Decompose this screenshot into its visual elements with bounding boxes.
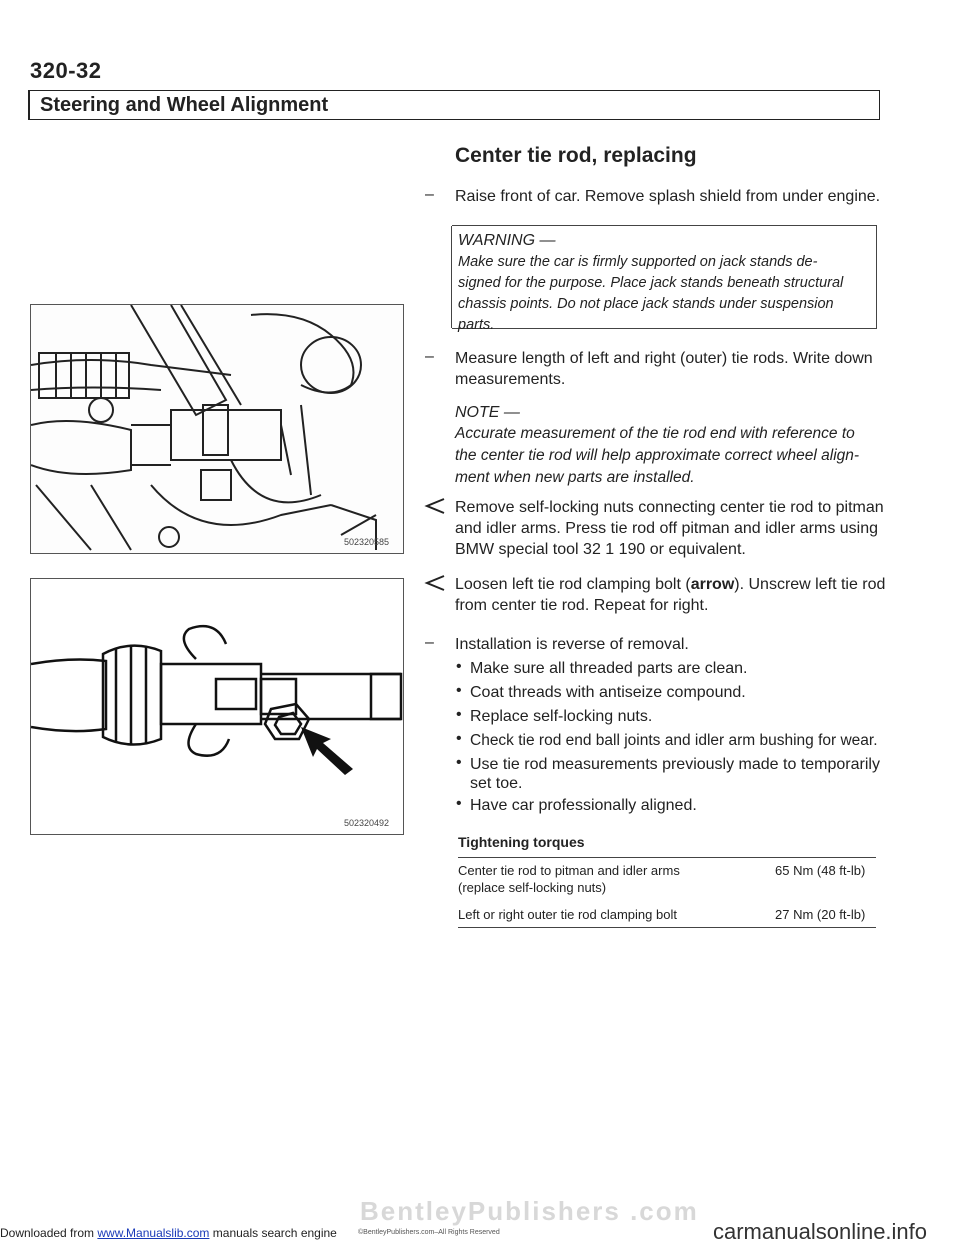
tie-rod-assembly-illustration	[31, 305, 403, 553]
step-installation: Installation is reverse of removal.	[455, 636, 689, 653]
note-line: the center tie rod will help approximate correct wheel align-	[455, 447, 860, 464]
bullet-dot: •	[456, 754, 462, 771]
step-line: from center tie rod. Repeat for right.	[455, 597, 709, 614]
warning-line: signed for the purpose. Place jack stands beneath structural	[458, 275, 844, 291]
table-rule	[458, 857, 876, 858]
bullet-line: set toe.	[470, 775, 523, 792]
torque-item: Left or right outer tie rod clamping bolt	[458, 907, 677, 922]
step-line: Measure length of left and right (outer) tie rods. Write down	[455, 350, 873, 367]
download-text: Downloaded from	[0, 1226, 98, 1240]
copyright-text: ©BentleyPublishers.com–All Rights Reserved	[358, 1229, 500, 1236]
warning-line: parts.	[458, 317, 495, 333]
bullet-item	[470, 755, 880, 793]
note-text	[455, 423, 859, 489]
bullet-dot: •	[456, 795, 462, 812]
step-measure	[455, 348, 873, 390]
torque-item	[458, 862, 680, 896]
warning-text	[458, 252, 843, 336]
bullet-item: Check tie rod end ball joints and idler arm bushing for wear.	[470, 732, 878, 749]
torque-table-title: Tightening torques	[458, 834, 585, 850]
figure-tie-rod-assembly	[30, 304, 404, 554]
step-line: Remove self-locking nuts connecting center tie rod to pitman	[455, 499, 884, 516]
step-text: Loosen left tie rod clamping bolt (	[455, 576, 691, 593]
bullet-item: Have car professionally aligned.	[470, 797, 697, 814]
step-text: ). Unscrew left tie rod	[734, 576, 886, 593]
page-number: 320-32	[30, 58, 102, 83]
torque-value: 27 Nm (20 ft-lb)	[775, 907, 866, 922]
bullet-item: Make sure all threaded parts are clean.	[470, 660, 748, 677]
dash-marker: –	[425, 348, 434, 365]
procedure-title: Center tie rod, replacing	[455, 144, 697, 167]
note-line: Accurate measurement of the tie rod end with reference to	[455, 425, 855, 442]
bullet-dot: •	[456, 682, 462, 699]
table-rule	[458, 927, 876, 928]
warning-line: Make sure the car is firmly supported on jack stands de-	[458, 254, 818, 270]
step-remove-nuts	[455, 497, 884, 560]
dash-marker: –	[425, 634, 434, 651]
warning-heading: WARNING —	[458, 232, 556, 249]
dash-marker: –	[425, 186, 434, 203]
figure-code: 502320585	[343, 537, 389, 547]
bullet-dot: •	[456, 730, 462, 747]
torque-value: 65 Nm (48 ft-lb)	[775, 863, 866, 878]
step-loosen-bolt	[455, 574, 885, 616]
left-arrow-icon	[424, 497, 446, 515]
site-watermark: carmanualsonline.info	[713, 1219, 928, 1244]
manualslib-link[interactable]: www.Manualslib.com	[97, 1226, 210, 1240]
download-notice	[0, 1226, 337, 1240]
watermark-text: BentleyPublishers .com	[360, 1196, 699, 1226]
step-line	[455, 574, 885, 595]
figure-clamping-bolt	[30, 578, 404, 835]
step-line: BMW special tool 32 1 190 or equivalent.	[455, 541, 746, 558]
note-line: ment when new parts are installed.	[455, 469, 695, 486]
arrow-keyword: arrow	[690, 576, 735, 593]
note-heading: NOTE —	[455, 404, 520, 421]
left-arrow-icon	[424, 574, 446, 592]
section-title: Steering and Wheel Alignment	[40, 94, 329, 116]
bullet-dot: •	[456, 658, 462, 675]
step-line: and idler arms. Press tie rod off pitman and idler arms using	[455, 520, 879, 537]
bullet-line: Use tie rod measurements previously made to temporarily	[470, 756, 880, 773]
download-text: manuals search engine	[209, 1226, 337, 1240]
warning-line: chassis points. Do not place jack stands under suspension	[458, 296, 834, 312]
bullet-item: Coat threads with antiseize compound.	[470, 684, 746, 701]
bullet-dot: •	[456, 706, 462, 723]
torque-item-line: Center tie rod to pitman and idler arms	[458, 863, 680, 878]
bullet-item: Replace self-locking nuts.	[470, 708, 653, 725]
step-raise-car: Raise front of car. Remove splash shield from under engine.	[455, 188, 881, 205]
step-line: measurements.	[455, 371, 566, 388]
clamping-bolt-illustration	[31, 579, 403, 834]
torque-item-line: (replace self-locking nuts)	[458, 880, 607, 895]
figure-code: 502320492	[343, 818, 389, 828]
